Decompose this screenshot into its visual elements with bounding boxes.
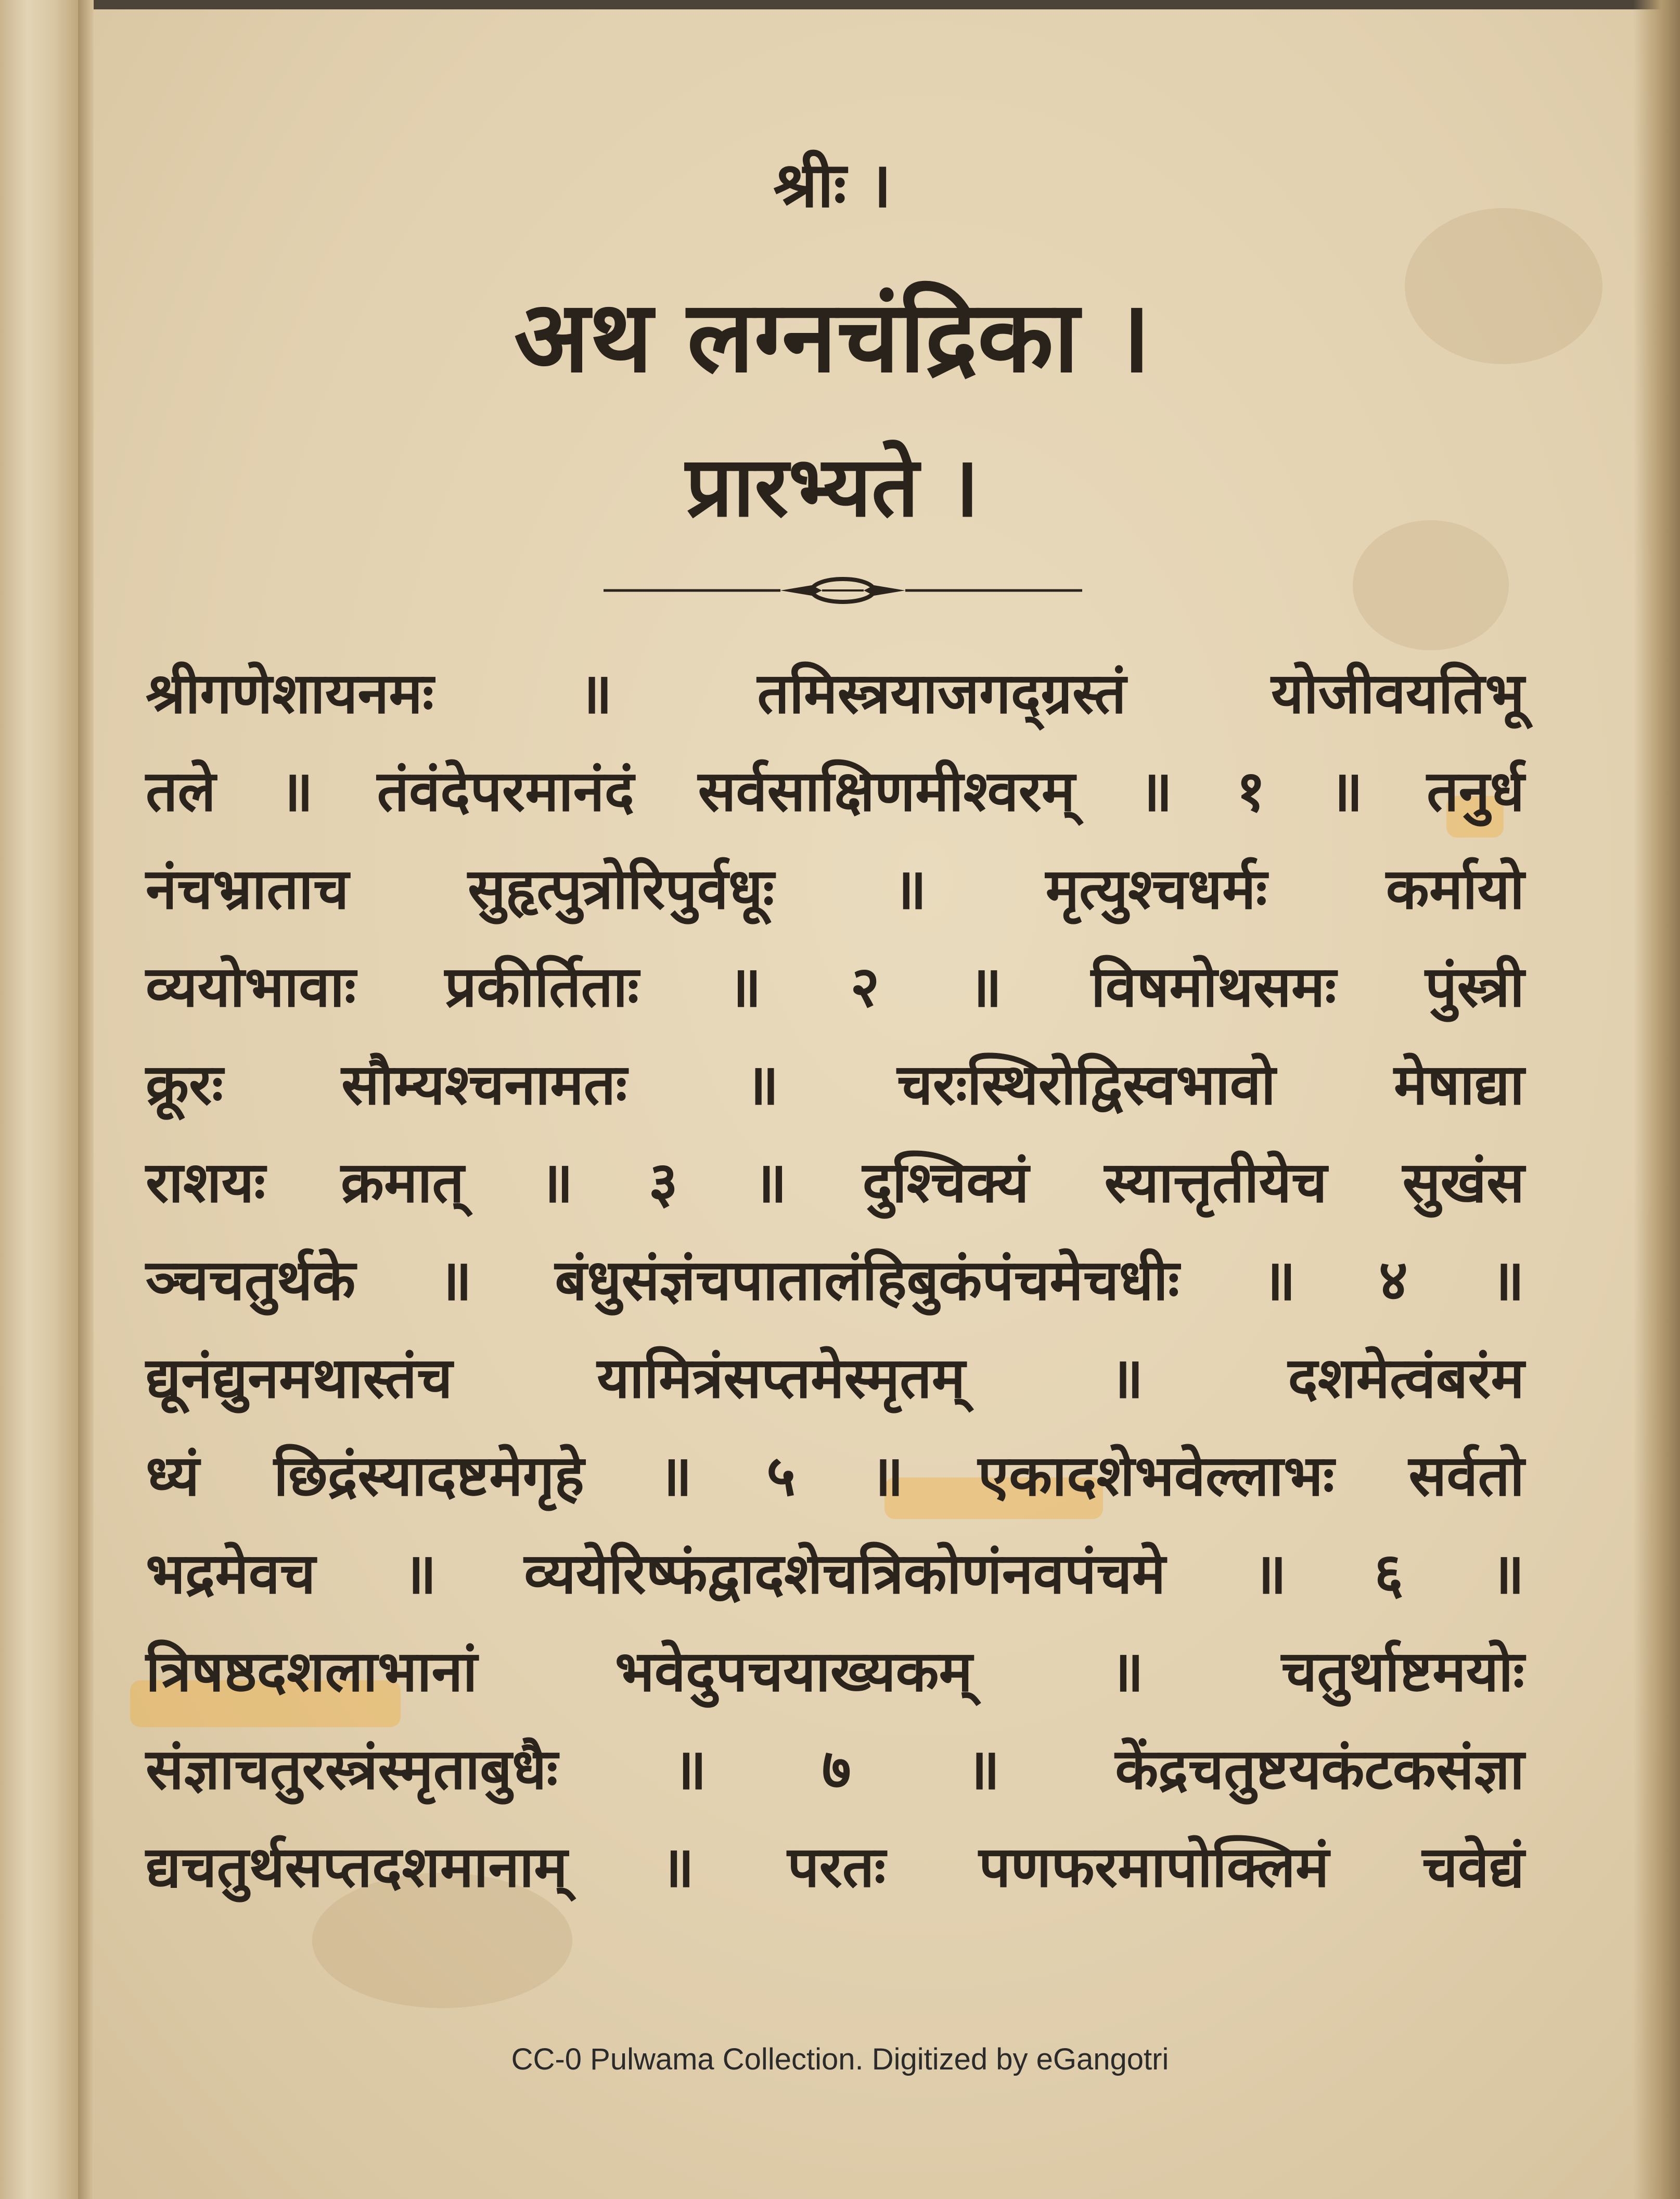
verse-line: द्यूनंद्युनमथास्तंच यामित्रंसप्तमेस्मृतम् ॥ दशमेत्वंबरंम (146, 1346, 1524, 1411)
digitization-watermark: CC-0 Pulwama Collection. Digitized by eGangotri (511, 2042, 1169, 2076)
verse-line: त्रिषष्ठदशलाभानां भवेदुपचयाख्यकम् ॥ चतुर्थाष्टमयोः (146, 1639, 1524, 1704)
ornament-divider-icon (604, 570, 1082, 611)
book-spine (0, 0, 80, 2199)
page-top-edge (78, 0, 1680, 9)
page-title: अथ लग्नचंद्रिका । (514, 278, 1151, 394)
verse-line: ध्यं छिद्रंस्यादष्टमेगृहे ॥ ५ ॥ एकादशेभवेल्लाभः सर्वतो (146, 1444, 1524, 1509)
page-gutter (78, 0, 94, 2199)
verse-line: व्ययोभावाः प्रकीर्तिताः ॥ २ ॥ विषमोथसमः पुंस्त्री (146, 955, 1524, 1020)
verse-line: नंचभ्राताच सुहृत्पुत्रोरिपुर्वधूः ॥ मृत्युश्चधर्मः कर्मायो (146, 857, 1524, 922)
verse-line: तले ॥ तंवंदेपरमानंदं सर्वसाक्षिणमीश्वरम् ॥ १ ॥ तनुर्ध (146, 759, 1524, 824)
verse-line: राशयः क्रमात् ॥ ३ ॥ दुश्चिक्यं स्यात्तृतीयेच सुखंस (146, 1150, 1524, 1215)
verse-line: संज्ञाचतुरस्त्रंस्मृताबुधैः ॥ ७ ॥ केंद्रचतुष्टयकंटकसंज्ञा (146, 1737, 1524, 1802)
verse-line: क्रूरः सौम्यश्चनामतः ॥ चरःस्थिरोद्विस्वभावो मेषाद्या (146, 1052, 1524, 1117)
verse-line: द्यचतुर्थसप्तदशमानाम् ॥ परतः पणफरमापोक्लिमं चवेद्यं (146, 1835, 1524, 1900)
verse-line: श्रीगणेशायनमः ॥ तमिस्त्रयाजगद्ग्रस्तं योजीवयतिभू (146, 661, 1524, 726)
verse-line: भद्रमेवच ॥ व्ययेरिष्फंद्वादशेचत्रिकोणंनवपंचमे ॥ ६ ॥ (146, 1541, 1524, 1606)
invocation-heading: श्रीः । (773, 148, 892, 222)
page-right-edge (1633, 0, 1680, 2199)
page-subtitle: प्रारभ्यते । (685, 438, 980, 535)
verse-text (146, 645, 1524, 1917)
verse-line: ञ्चचतुर्थके ॥ बंधुसंज्ञंचपातालंहिबुकंपंचमेचधीः ॥ ४ ॥ (146, 1248, 1524, 1313)
